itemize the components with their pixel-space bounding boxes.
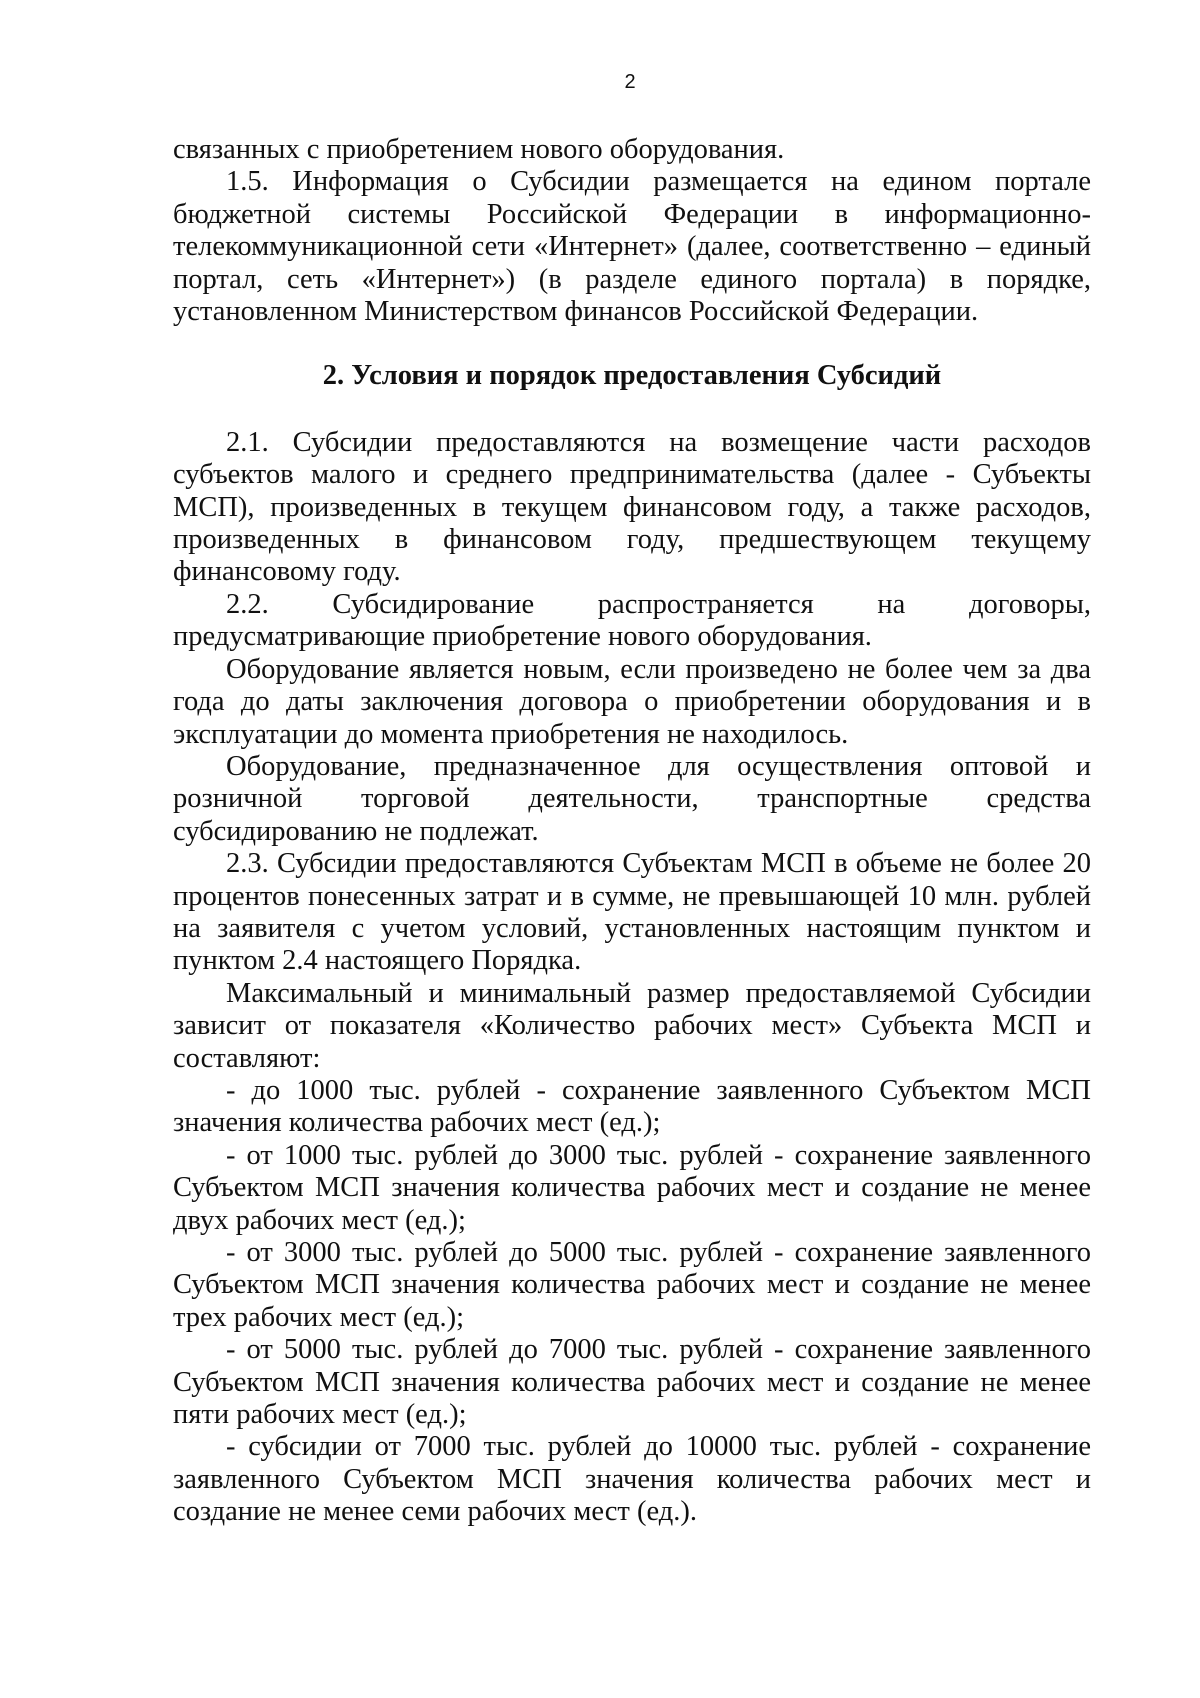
list-item-3000-5000: - от 3000 тыс. рублей до 5000 тыс. рублей - сохранение заявленного Субъектом МСП значения количества рабочих мест и создание не менее трех рабочих мест (ед.); (173, 1237, 1091, 1333)
paragraph-1-5: 1.5. Информация о Субсидии размещается на едином портале бюджетной системы Российской Федерации в информационно-телекоммуникационной сети «Интернет» (далее, соответственно – единый портал, сеть «Интернет») (в разделе единого портала) в порядке, установленном Министерством финансов Российской Федерации. (173, 166, 1091, 328)
list-item-1000-3000: - от 1000 тыс. рублей до 3000 тыс. рублей - сохранение заявленного Субъектом МСП значения количества рабочих мест и создание не менее двух рабочих мест (ед.); (173, 1139, 1091, 1236)
section-heading: 2. Условия и порядок предоставления Субсидий (322, 360, 942, 392)
page-number: 2 (624, 71, 636, 93)
paragraph-2-3: 2.3. Субсидии предоставляются Субъектам МСП в объеме не более 20 процентов понесенных затрат и в сумме, не превышающей 10 млн. рублей на заявителя с учетом условий, установленных настоящим пунктом и пунктом 2.4 настоящего Порядка. (173, 848, 1091, 977)
list-item-up-to-1000: - до 1000 тыс. рублей - сохранение заявленного Субъектом МСП значения количества рабочих мест (ед.); (173, 1074, 1091, 1139)
document-body (173, 134, 1091, 1529)
paragraph-2-1: 2.1. Субсидии предоставляются на возмещение части расходов субъектов малого и среднего предпринимательства (далее - Субъекты МСП), произведенных в текущем финансовом году, а также расходов, произведенных в финансовом году, предшествующем текущему финансовому году. (173, 426, 1091, 588)
paragraph-new-equipment: Оборудование является новым, если произведено не более чем за два года до даты заключения договора о приобретении оборудования и в эксплуатации до момента приобретения не находилось. (173, 653, 1091, 750)
paragraph-subsidy-size: Максимальный и минимальный размер предоставляемой Субсидии зависит от показателя «Количество рабочих мест» Субъекта МСП и составляют: (173, 977, 1091, 1074)
paragraph-2-2: 2.2. Субсидирование распространяется на договоры, предусматривающие приобретение нового оборудования. (173, 588, 1091, 653)
list-item-7000-10000: - субсидии от 7000 тыс. рублей до 10000 тыс. рублей - сохранение заявленного Субъектом МСП значения количества рабочих мест и создание не менее семи рабочих мест (ед.). (173, 1431, 1091, 1528)
paragraph-excluded-equipment: Оборудование, предназначенное для осуществления оптовой и розничной торговой деятельности, транспортные средства субсидированию не подлежат. (173, 750, 1091, 847)
paragraph-continuation: связанных с приобретением нового оборудования. (173, 134, 785, 165)
list-item-5000-7000: - от 5000 тыс. рублей до 7000 тыс. рублей - сохранение заявленного Субъектом МСП значения количества рабочих мест и создание не менее пяти рабочих мест (ед.); (173, 1334, 1091, 1431)
